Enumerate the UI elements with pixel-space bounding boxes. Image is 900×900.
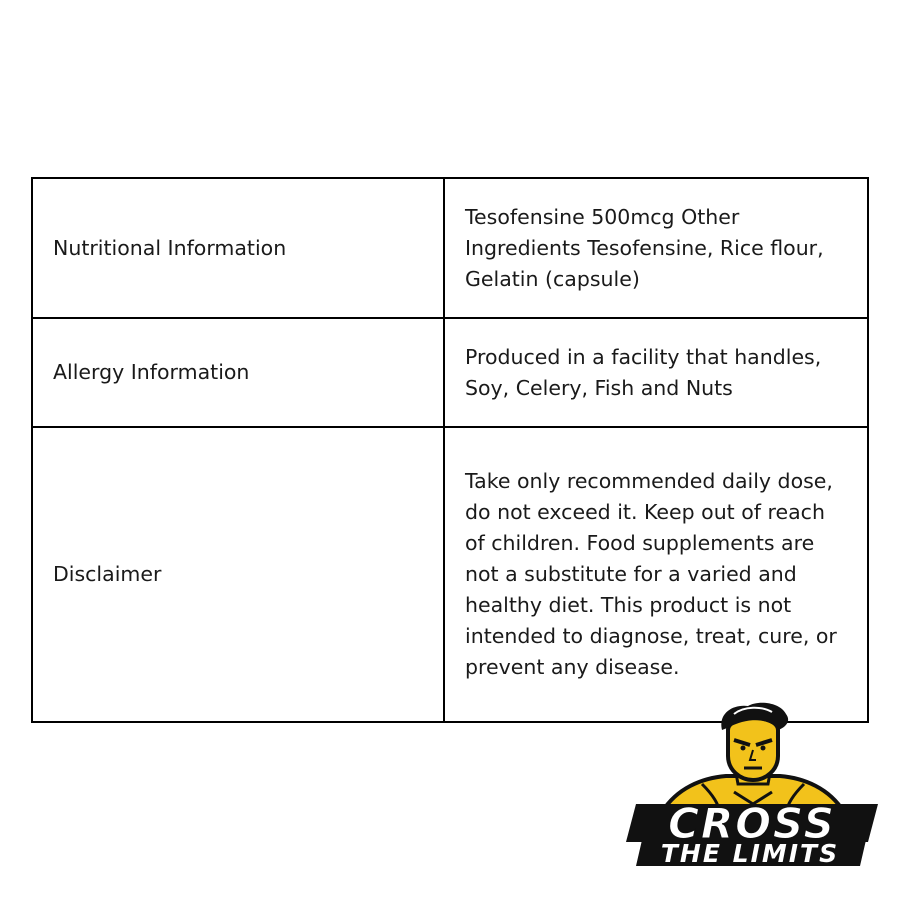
nutritional-information-value: Tesofensine 500mcg Other Ingredients Tesofensine, Rice flour, Gelatin (capsule): [444, 178, 868, 318]
logo-text-cross: CROSS: [668, 799, 836, 848]
disclaimer-label: Disclaimer: [32, 427, 444, 722]
nutritional-information-label: Nutritional Information: [32, 178, 444, 318]
table-row-allergy-information: [32, 318, 868, 427]
mascot-head: [728, 718, 778, 780]
allergy-information-value: Produced in a facility that handles, Soy, Celery, Fish and Nuts: [444, 318, 868, 427]
cross-the-limits-logo: [622, 700, 884, 870]
product-info-table: [31, 177, 869, 723]
allergy-information-label: Allergy Information: [32, 318, 444, 427]
logo-text-the-limits: THE LIMITS: [660, 839, 840, 868]
logo-graphic: [622, 700, 884, 870]
disclaimer-value: Take only recommended daily dose, do not exceed it. Keep out of reach of children. Food supplements are not a substitute for a varied and healthy diet. This product is not intended to diagnose, treat, cure, or prevent any disease.: [444, 427, 868, 722]
table-row-nutritional-information: [32, 178, 868, 318]
table-row-disclaimer: [32, 427, 868, 722]
